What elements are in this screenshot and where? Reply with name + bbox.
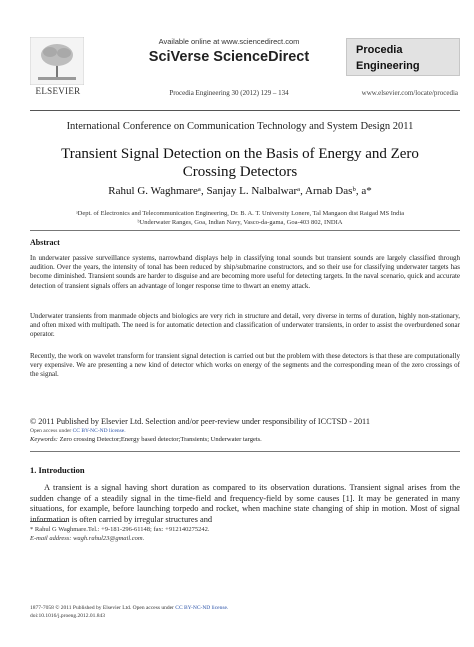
introduction-heading: 1. Introduction: [30, 465, 85, 475]
elsevier-tree-icon: [30, 37, 84, 85]
available-online-text: Available online at www.sciencedirect.com: [158, 37, 300, 46]
keywords-line: [30, 436, 460, 443]
conference-name: International Conference on Communication Technology and System Design 2011: [66, 121, 414, 132]
open-access-line: [30, 428, 460, 434]
abstract-heading: Abstract: [30, 238, 60, 247]
abstract-paragraph-1: In underwater passive surveillance systems, narrowband displays help in classifying tonal sounds but transient sounds are largely classified through audition. Over the years, the intensity of tonal has been reduced by ship/submarine constructors, and so their use for classifying underwater targets has become diminished. Transient sounds are harder to disguise and are becoming more useful for detecting targets. In the naval scenario, quick and accurate detection of transient signals offers an advantage of longer response time to thwart an enemy attack.: [30, 254, 460, 290]
abstract-paragraph-3: Recently, the work on wavelet transform for transient signal detection is carried out but the problem with these detectors is that these are computationally very expensive. We are presenting a new kind of detector which works on energy of the segments and the corresponding mean of the zero crossings of the signal.: [30, 352, 460, 379]
affiliations: [40, 209, 440, 227]
keywords-list: Zero crossing Detector;Energy based detector;Transients; Underwater targets.: [59, 436, 262, 443]
abstract-top-divider: [30, 230, 460, 231]
issn-text: 1877-7058 © 2011 Published by Elsevier Ltd. Open access under: [30, 605, 176, 611]
abstract-paragraph-2: Underwater transients from manmade objects and biologics are very rich in structure and detail, very diverse in terms of duration, highly non-stationary, and often mixed with multipath. The need is for automatic detection and classification of underwater transients, in order to assist the overburdened sonar operator.: [30, 312, 460, 339]
affiliation-b: ᵇUnderwater Ranges, Goa, Indian Navy, Vasco-da-gama, Goa-403 802, INDIA: [137, 219, 343, 226]
copyright-notice: © 2011 Published by Elsevier Ltd. Selection and/or peer-review under responsibility of ICCTSD - 2011: [30, 417, 370, 426]
header-divider: [30, 110, 460, 111]
journal-issue: Procedia Engineering 30 (2012) 129 – 134: [169, 89, 289, 97]
doi-line: doi:10.1016/j.proeng.2012.01.843: [30, 613, 106, 619]
license-link[interactable]: CC BY-NC-ND license.: [72, 428, 126, 434]
platform-name: SciVerse ScienceDirect: [148, 49, 310, 65]
affiliation-a: ᵃDept. of Electronics and Telecommunication Engineering, Dr. B. A. T. University Lonere, Tal Mangaon dist Raigad MS India: [75, 210, 405, 217]
abstract-bottom-divider: [30, 451, 460, 452]
introduction-paragraph: A transient is a signal having short duration as compared to its observation durations. Transient signal arises from the sudden change of a steadily signal in the time-field and frequency-field by some causes [1]. It may be generated in many situations, for example, before launching torpedo and rocket, when machine state changing of ship in motion. Most of signal information is often carried by irregular structures and: [30, 483, 460, 524]
bottom-license-link[interactable]: CC BY-NC-ND license.: [175, 605, 229, 611]
corresponding-author-footnote: * Rahul G Waghmare.Tel.: +9-181-296-61148; fax: +912140275242.: [30, 526, 210, 533]
journal-name-line2: Engineering: [356, 60, 420, 72]
keywords-label: Keywords:: [30, 436, 58, 443]
paper-title: Transient Signal Detection on the Basis of Energy and Zero Crossing Detectors: [61, 146, 419, 180]
email-footnote: E-mail address: wagh.rahul23@gmail.com.: [30, 535, 145, 542]
publisher-logo-word: ELSEVIER: [35, 86, 81, 96]
author-list: Rahul G. Waghmareᵃ, Sanjay L. Nalbalwarᵃ, Arnab Dasᵇ, a*: [108, 185, 372, 197]
issn-line: [30, 605, 460, 611]
footnote-divider: [30, 521, 66, 522]
elsevier-tree-logo: [30, 37, 84, 85]
journal-url: www.elsevier.com/locate/procedia: [361, 89, 458, 97]
open-access-prefix: Open access under: [30, 428, 73, 434]
journal-name-line1: Procedia: [356, 44, 403, 56]
